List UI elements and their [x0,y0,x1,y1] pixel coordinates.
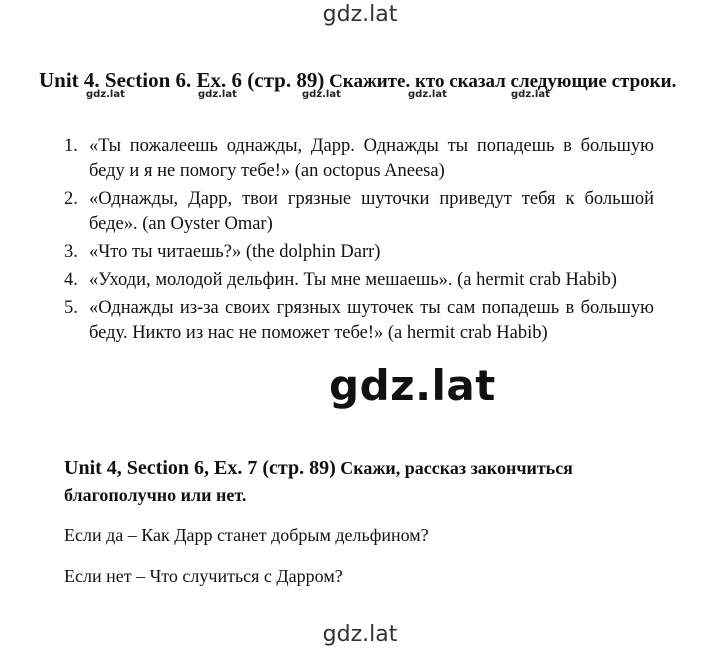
exercise-7-title: Unit 4, Section 6, Ex. 7 (стр. 89) [64,457,336,479]
watermark-small: gdz.lat [86,89,125,100]
watermark-small: gdz.lat [302,89,341,100]
item-number: 1. [64,136,78,156]
quotes-list [64,134,654,349]
item-text: «Уходи, молодой дельфин. Ты мне мешаешь». (a hermit crab Habib) [89,270,617,290]
list-item [64,268,654,293]
exercise-7-heading [64,455,664,509]
item-text: «Что ты читаешь?» (the dolphin Darr) [89,242,381,262]
exercise-6-heading [39,67,679,95]
question-yes: Если да – Как Дарр станет добрым дельфином? [64,525,429,545]
watermark-top: gdz.lat [322,2,398,27]
item-text: «Однажды из-за своих грязных шуточек ты сам попадешь в большую беду. Никто из нас не поможет тебе!» (a hermit crab Habib) [89,298,654,343]
item-number: 2. [64,189,78,209]
item-number: 4. [64,270,78,290]
item-text: «Однажды, Дарр, твои грязные шуточки приведут тебя к большой беде». (an Oyster Omar) [89,189,654,234]
list-item [64,296,654,346]
watermark-center: gdz.lat [329,361,496,410]
item-number: 3. [64,242,78,262]
watermark-small: gdz.lat [408,89,447,100]
watermark-small: gdz.lat [198,89,237,100]
exercise-6-title: Unit 4. Section 6. Ex. 6 (стр. 89) [39,68,325,92]
list-item [64,134,654,184]
exercise-7-instruction: Скажи, рассказ закончиться благополучно или нет. [64,458,573,505]
item-text: «Ты пожалеешь однажды, Дарр. Однажды ты попадешь в большую беду и я не помогу тебе!» (an octopus Aneesa) [89,136,654,181]
exercise-6-instruction: Скажите. кто сказал следующие строки. [329,71,677,92]
item-number: 5. [64,298,78,318]
question-no: Если нет – Что случиться с Дарром? [64,566,343,586]
watermark-bottom: gdz.lat [322,622,398,647]
list-item [64,240,654,265]
watermark-small: gdz.lat [511,89,550,100]
list-item [64,187,654,237]
